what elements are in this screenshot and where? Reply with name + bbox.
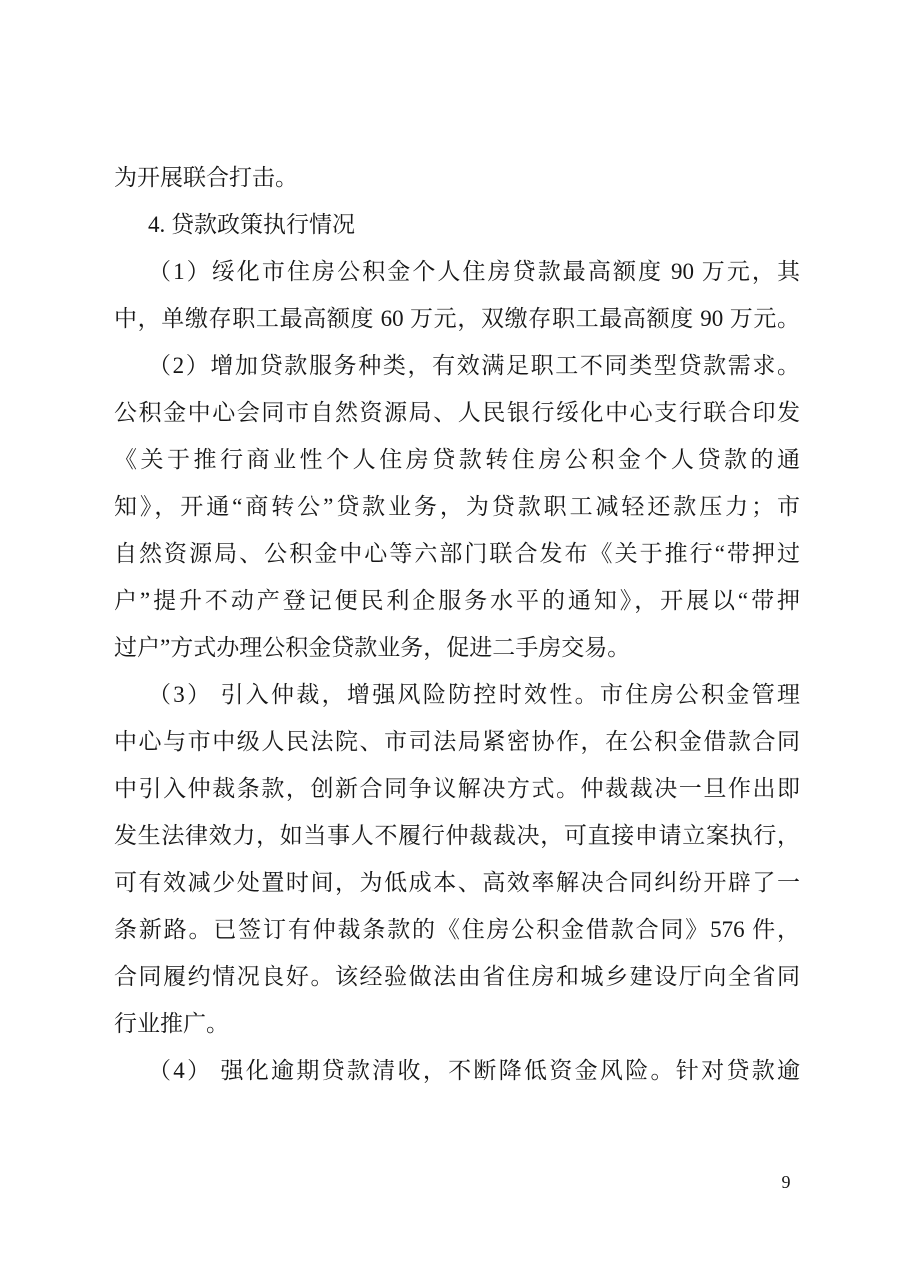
text-line: 合同履约情况良好。该经验做法由省住房和城乡建设厅向全省同 (114, 964, 800, 989)
text-line: 4. 贷款政策执行情况 (148, 212, 355, 237)
text-line: （4） 强化逾期贷款清收，不断降低资金风险。针对贷款逾 (148, 1058, 800, 1083)
text-line: （2）增加贷款服务种类，有效满足职工不同类型贷款需求。 (148, 353, 800, 378)
text-line: 为开展联合打击。 (114, 165, 298, 190)
text-body (114, 154, 800, 1094)
text-line: 公积金中心会同市自然资源局、人民银行绥化中心支行联合印发 (114, 400, 800, 425)
text-line: 中心与市中级人民法院、市司法局紧密协作，在公积金借款合同 (114, 729, 800, 754)
text-line: 自然资源局、公积金中心等六部门联合发布《关于推行“带押过 (114, 541, 800, 566)
text-line: 行业推广。 (114, 1011, 229, 1036)
text-line: 发生法律效力，如当事人不履行仲裁裁决，可直接申请立案执行， (114, 823, 800, 848)
text-line: 条新路。已签订有仲裁条款的《住房公积金借款合同》576 件， (114, 917, 800, 942)
text-line: 户”提升不动产登记便民利企服务水平的通知》，开展以“带押 (114, 588, 800, 613)
text-line: 知》，开通“商转公”贷款业务，为贷款职工减轻还款压力；市 (114, 494, 800, 519)
text-line: 《关于推行商业性个人住房贷款转住房公积金个人贷款的通 (114, 447, 800, 472)
page-number: 9 (781, 1172, 791, 1192)
text-line: 中，单缴存职工最高额度 60 万元，双缴存职工最高额度 90 万元。 (114, 306, 800, 331)
text-line: 可有效减少处置时间，为低成本、高效率解决合同纠纷开辟了一 (114, 870, 800, 895)
text-line: 中引入仲裁条款，创新合同争议解决方式。仲裁裁决一旦作出即 (114, 776, 800, 801)
text-line: （1）绥化市住房公积金个人住房贷款最高额度 90 万元，其 (148, 259, 800, 284)
text-line: 过户”方式办理公积金贷款业务，促进二手房交易。 (114, 635, 631, 660)
text-line: （3） 引入仲裁，增强风险防控时效性。市住房公积金管理 (148, 682, 800, 707)
